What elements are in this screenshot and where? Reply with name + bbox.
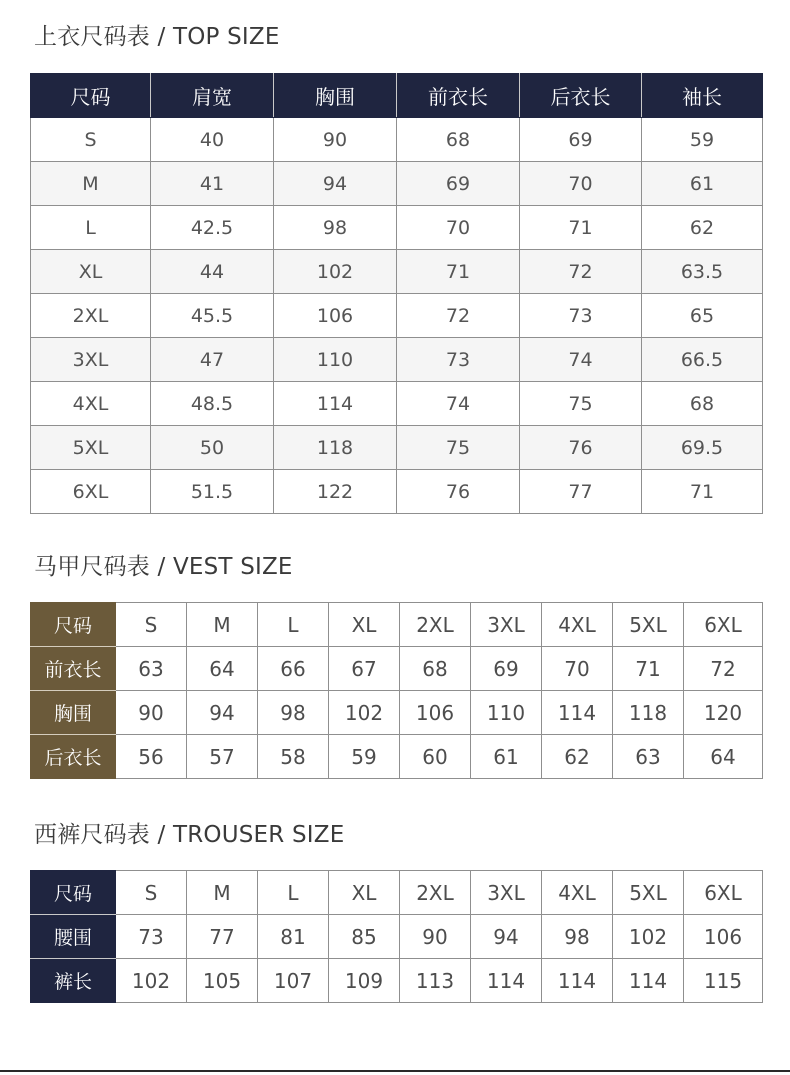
table-cell: 70 xyxy=(520,162,642,206)
table-cell: 94 xyxy=(471,915,542,959)
table-row xyxy=(31,691,763,735)
table-cell: M xyxy=(187,871,258,915)
table-cell: 67 xyxy=(329,647,400,691)
row-label: 后衣长 xyxy=(31,735,116,779)
table-cell: 73 xyxy=(520,294,642,338)
top-size-table xyxy=(30,73,763,514)
table-cell: 69 xyxy=(471,647,542,691)
vest-size-table xyxy=(30,602,763,779)
table-cell: 50 xyxy=(151,426,274,470)
table-cell: 5XL xyxy=(31,426,151,470)
table-row xyxy=(31,250,763,294)
table-cell: 42.5 xyxy=(151,206,274,250)
table-cell: 98 xyxy=(542,915,613,959)
header-cell: 肩宽 xyxy=(151,74,274,118)
table-cell: 114 xyxy=(613,959,684,1003)
table-row xyxy=(31,426,763,470)
table-cell: 102 xyxy=(116,959,187,1003)
table-cell: L xyxy=(258,871,329,915)
table-cell: 75 xyxy=(397,426,520,470)
table-cell: 65 xyxy=(642,294,763,338)
table-cell: 40 xyxy=(151,118,274,162)
table-cell: 77 xyxy=(520,470,642,514)
vest-size-title: 马甲尺码表 / VEST SIZE xyxy=(34,554,293,580)
table-row xyxy=(31,294,763,338)
table-cell: 2XL xyxy=(31,294,151,338)
table-cell: 5XL xyxy=(613,603,684,647)
table-cell: 6XL xyxy=(684,603,763,647)
row-label: 胸围 xyxy=(31,691,116,735)
table-cell: M xyxy=(187,603,258,647)
table-cell: 106 xyxy=(274,294,397,338)
table-cell: 2XL xyxy=(400,871,471,915)
table-cell: 74 xyxy=(520,338,642,382)
table-cell: 72 xyxy=(397,294,520,338)
table-row xyxy=(31,162,763,206)
table-cell: 102 xyxy=(329,691,400,735)
table-cell: 41 xyxy=(151,162,274,206)
header-cell: 尺码 xyxy=(31,74,151,118)
table-cell: 118 xyxy=(274,426,397,470)
table-cell: 114 xyxy=(542,959,613,1003)
table-cell: 90 xyxy=(116,691,187,735)
table-cell: 75 xyxy=(520,382,642,426)
table-row xyxy=(31,647,763,691)
table-cell: 85 xyxy=(329,915,400,959)
table-cell: 73 xyxy=(116,915,187,959)
table-cell: 114 xyxy=(471,959,542,1003)
table-cell: 118 xyxy=(613,691,684,735)
row-label: 尺码 xyxy=(31,603,116,647)
table-cell: 114 xyxy=(274,382,397,426)
table-cell: 63 xyxy=(613,735,684,779)
trouser-size-table xyxy=(30,870,763,1003)
table-cell: 61 xyxy=(642,162,763,206)
table-row xyxy=(31,382,763,426)
table-cell: 51.5 xyxy=(151,470,274,514)
table-cell: 107 xyxy=(258,959,329,1003)
table-cell: 120 xyxy=(684,691,763,735)
table-cell: 106 xyxy=(684,915,763,959)
table-cell: 68 xyxy=(400,647,471,691)
table-cell: 102 xyxy=(274,250,397,294)
table-cell: 5XL xyxy=(613,871,684,915)
table-cell: 58 xyxy=(258,735,329,779)
table-cell: XL xyxy=(31,250,151,294)
row-label: 尺码 xyxy=(31,871,116,915)
table-cell: 3XL xyxy=(31,338,151,382)
table-cell: 73 xyxy=(397,338,520,382)
table-cell: S xyxy=(31,118,151,162)
table-cell: 57 xyxy=(187,735,258,779)
table-row xyxy=(31,118,763,162)
table-cell: 4XL xyxy=(31,382,151,426)
bottom-divider xyxy=(0,1070,790,1072)
row-label: 裤长 xyxy=(31,959,116,1003)
table-cell: 64 xyxy=(684,735,763,779)
top-header-row xyxy=(31,74,763,118)
row-label: 腰围 xyxy=(31,915,116,959)
top-size-title: 上衣尺码表 / TOP SIZE xyxy=(34,24,280,50)
table-cell: 72 xyxy=(684,647,763,691)
table-cell: L xyxy=(31,206,151,250)
table-cell: 68 xyxy=(642,382,763,426)
table-row xyxy=(31,959,763,1003)
header-cell: 袖长 xyxy=(642,74,763,118)
table-cell: M xyxy=(31,162,151,206)
table-cell: 69.5 xyxy=(642,426,763,470)
table-cell: 71 xyxy=(397,250,520,294)
table-cell: 56 xyxy=(116,735,187,779)
header-cell: 胸围 xyxy=(274,74,397,118)
table-cell: 115 xyxy=(684,959,763,1003)
table-cell: 74 xyxy=(397,382,520,426)
table-cell: 81 xyxy=(258,915,329,959)
table-cell: 90 xyxy=(274,118,397,162)
table-cell: 98 xyxy=(258,691,329,735)
table-cell: 66.5 xyxy=(642,338,763,382)
table-cell: 70 xyxy=(397,206,520,250)
table-row xyxy=(31,735,763,779)
table-cell: 59 xyxy=(642,118,763,162)
table-cell: 63.5 xyxy=(642,250,763,294)
table-cell: 105 xyxy=(187,959,258,1003)
table-cell: 6XL xyxy=(31,470,151,514)
table-cell: 94 xyxy=(274,162,397,206)
table-cell: 2XL xyxy=(400,603,471,647)
table-cell: 4XL xyxy=(542,603,613,647)
table-cell: 60 xyxy=(400,735,471,779)
table-cell: 48.5 xyxy=(151,382,274,426)
table-row xyxy=(31,470,763,514)
table-cell: 106 xyxy=(400,691,471,735)
table-row xyxy=(31,206,763,250)
header-cell: 后衣长 xyxy=(520,74,642,118)
table-row xyxy=(31,603,763,647)
table-cell: 61 xyxy=(471,735,542,779)
table-cell: 63 xyxy=(116,647,187,691)
table-cell: 59 xyxy=(329,735,400,779)
table-cell: 76 xyxy=(397,470,520,514)
table-cell: 62 xyxy=(642,206,763,250)
table-cell: 62 xyxy=(542,735,613,779)
table-cell: 77 xyxy=(187,915,258,959)
table-row xyxy=(31,338,763,382)
table-row xyxy=(31,871,763,915)
table-cell: 3XL xyxy=(471,871,542,915)
table-cell: 72 xyxy=(520,250,642,294)
table-cell: 114 xyxy=(542,691,613,735)
table-cell: XL xyxy=(329,603,400,647)
table-cell: 70 xyxy=(542,647,613,691)
table-cell: 4XL xyxy=(542,871,613,915)
table-cell: 71 xyxy=(613,647,684,691)
trouser-size-title: 西裤尺码表 / TROUSER SIZE xyxy=(34,822,345,848)
table-cell: 69 xyxy=(397,162,520,206)
table-cell: 71 xyxy=(642,470,763,514)
table-cell: 66 xyxy=(258,647,329,691)
table-cell: 64 xyxy=(187,647,258,691)
table-cell: 76 xyxy=(520,426,642,470)
table-cell: 44 xyxy=(151,250,274,294)
table-cell: 3XL xyxy=(471,603,542,647)
header-cell: 前衣长 xyxy=(397,74,520,118)
table-cell: S xyxy=(116,603,187,647)
table-cell: 90 xyxy=(400,915,471,959)
table-cell: 69 xyxy=(520,118,642,162)
table-cell: 113 xyxy=(400,959,471,1003)
table-cell: 110 xyxy=(471,691,542,735)
table-cell: L xyxy=(258,603,329,647)
table-cell: 122 xyxy=(274,470,397,514)
table-cell: 68 xyxy=(397,118,520,162)
row-label: 前衣长 xyxy=(31,647,116,691)
table-cell: 47 xyxy=(151,338,274,382)
table-cell: 45.5 xyxy=(151,294,274,338)
table-row xyxy=(31,915,763,959)
table-cell: XL xyxy=(329,871,400,915)
table-cell: 94 xyxy=(187,691,258,735)
table-cell: 109 xyxy=(329,959,400,1003)
table-cell: 71 xyxy=(520,206,642,250)
table-cell: 102 xyxy=(613,915,684,959)
table-cell: 6XL xyxy=(684,871,763,915)
table-cell: S xyxy=(116,871,187,915)
table-cell: 98 xyxy=(274,206,397,250)
table-cell: 110 xyxy=(274,338,397,382)
